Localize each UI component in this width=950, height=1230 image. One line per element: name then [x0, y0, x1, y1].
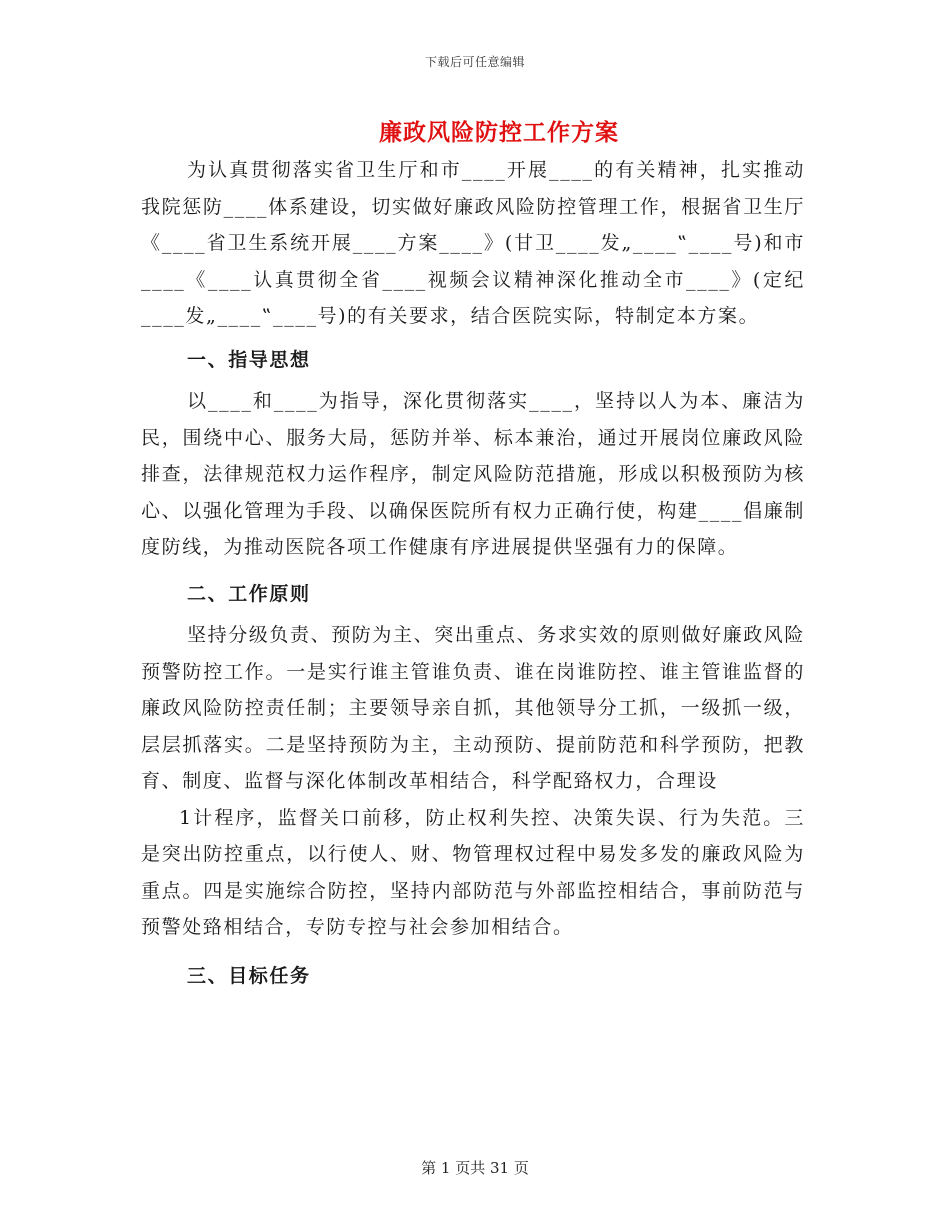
section-paragraph: 以____和____为指导，深化贯彻落实____，坚持以人为本、廉洁为民，围绕中心、服务大局，惩防并举、标本兼治，通过开展岗位廉政风险排查，法律规范权力运作程序，制定风险防范措施，形成以积极预防为核心、以强化管理为手段、以确保医院所有权力正确行使，构建____倡廉制度防线，为推动医院各项工作健康有序进展提供坚强有力的保障。: [141, 390, 805, 558]
page-footer: 第 1 页共 31 页: [421, 1159, 529, 1177]
section-heading-goals-tasks: 三、目标任务: [187, 964, 311, 987]
intro-paragraph: 为认真贯彻落实省卫生厅和市____开展____的有关精神，扎实推动我院惩防____体系建设，切实做好廉政风险防控管理工作，根据省卫生厅《____省卫生系统开展____方案____》(甘卫____发„____‟____号)和市____《____认真贯彻全省____视频会议精神深化推动全市____》(定纪____发„____‟____号)的有关要求，结合医院实际，特制定本方案。: [141, 159, 805, 327]
document-title: 廉政风险防控工作方案: [379, 119, 619, 146]
section-paragraph-continued: 1计程序，监督关口前移，防止权利失控、决策失误、行为失范。三是突出防控重点，以行使人、财、物管理权过程中易发多发的廉政风险为重点。四是实施综合防控，坚持内部防范与外部监控相结合，事前防范与预警处臵相结合，专防专控与社会参加相结合。: [141, 806, 805, 938]
section-heading-guiding-ideology: 一、指导思想: [187, 348, 311, 371]
header-note: 下载后可任意编辑: [424, 55, 525, 69]
document-body: [141, 152, 805, 994]
section-paragraph: 坚持分级负责、预防为主、突出重点、务求实效的原则做好廉政风险预警防控工作。一是实行谁主管谁负责、谁在岗谁防控、谁主管谁监督的廉政风险防控责任制；主要领导亲自抓，其他领导分工抓，一级抓一级，层层抓落实。二是坚持预防为主，主动预防、提前防范和科学预防，把教育、制度、监督与深化体制改革相结合，科学配臵权力，合理设: [141, 624, 806, 792]
section-heading-work-principles: 二、工作原则: [187, 582, 311, 605]
